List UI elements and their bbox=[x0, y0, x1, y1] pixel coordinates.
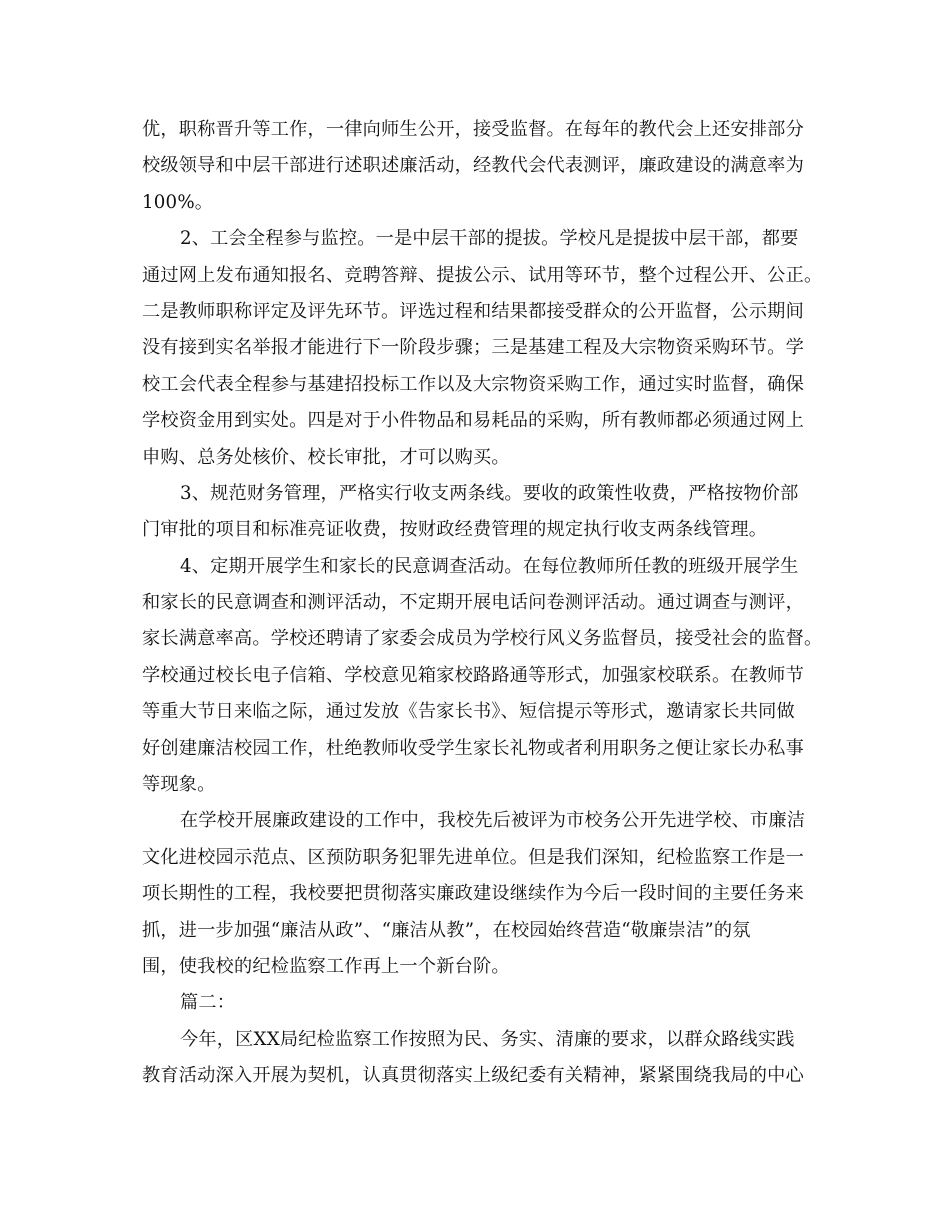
text-line: 今年，区XX局纪检监察工作按照为民、务实、清廉的要求，以群众路线实践 bbox=[180, 1028, 795, 1050]
text-line: 等现象。 bbox=[142, 774, 216, 796]
text-line: 3、规范财务管理，严格实行收支两条线。要收的政策性收费，严格按物价部 bbox=[180, 482, 799, 504]
text-line: 抓，进一步加强“廉洁从政”、“廉洁从教”，在校园始终营造“敬廉崇洁”的氛 bbox=[142, 919, 751, 941]
text-line: 和家长的民意调查和测评活动，不定期开展电话问卷测评活动。通过调查与测评， bbox=[142, 592, 804, 614]
text-line: 申购、总务处核价、校长审批，才可以购买。 bbox=[142, 446, 510, 468]
text-line: 家长满意率高。学校还聘请了家委会成员为学校行风义务监督员，接受社会的监督。 bbox=[142, 628, 823, 650]
text-line: 二是教师职称评定及评先环节。评选过程和结果都接受群众的公开监督，公示期间 bbox=[142, 300, 804, 322]
text-line: 门审批的项目和标准亮证收费，按财政经费管理的规定执行收支两条线管理。 bbox=[142, 519, 768, 541]
text-line: 4、定期开展学生和家长的民意调查活动。在每位教师所任教的班级开展学生 bbox=[180, 555, 799, 577]
text-line: 校级领导和中层干部进行述职述廉活动，经教代会代表测评，廉政建设的满意率为 bbox=[142, 155, 804, 177]
text-line: 篇二： bbox=[180, 992, 236, 1014]
text-line: 项长期性的工程，我校要把贯彻落实廉政建设继续作为今后一段时间的主要任务来 bbox=[142, 883, 804, 905]
text-line: 没有接到实名举报才能进行下一阶段步骤；三是基建工程及大宗物资采购环节。学 bbox=[142, 337, 804, 359]
text-line: 校工会代表全程参与基建招投标工作以及大宗物资采购工作，通过实时监督，确保 bbox=[142, 373, 804, 395]
text-line: 2、工会全程参与监控。一是中层干部的提拔。学校凡是提拔中层干部，都要 bbox=[180, 228, 799, 250]
text-line: 等重大节日来临之际，通过发放《告家长书》、短信提示等形式，邀请家长共同做 bbox=[142, 701, 795, 723]
document-body bbox=[142, 112, 822, 1095]
text-line: 优，职称晋升等工作，一律向师生公开，接受监督。在每年的教代会上还安排部分 bbox=[142, 119, 804, 140]
text-line: 好创建廉洁校园工作，杜绝教师收受学生家长礼物或者利用职务之便让家长办私事 bbox=[142, 737, 804, 759]
text-line: 教育活动深入开展为契机，认真贯彻落实上级纪委有关精神，紧紧围绕我局的中心 bbox=[142, 1065, 804, 1087]
text-line: 文化进校园示范点、区预防职务犯罪先进单位。但是我们深知，纪检监察工作是一 bbox=[142, 846, 804, 868]
text-line: 学校通过校长电子信箱、学校意见箱家校路路通等形式，加强家校联系。在教师节 bbox=[142, 664, 804, 686]
text-line: 在学校开展廉政建设的工作中，我校先后被评为市校务公开先进学校、市廉洁 bbox=[180, 810, 806, 832]
text-line: 100%。 bbox=[142, 191, 214, 213]
text-line: 通过网上发布通知报名、竞聘答辩、提拔公示、试用等环节，整个过程公开、公正。 bbox=[142, 264, 823, 286]
text-line: 学校资金用到实处。四是对于小件物品和易耗品的采购，所有教师都必须通过网上 bbox=[142, 410, 804, 432]
text-line: 围，使我校的纪检监察工作再上一个新台阶。 bbox=[142, 955, 510, 977]
